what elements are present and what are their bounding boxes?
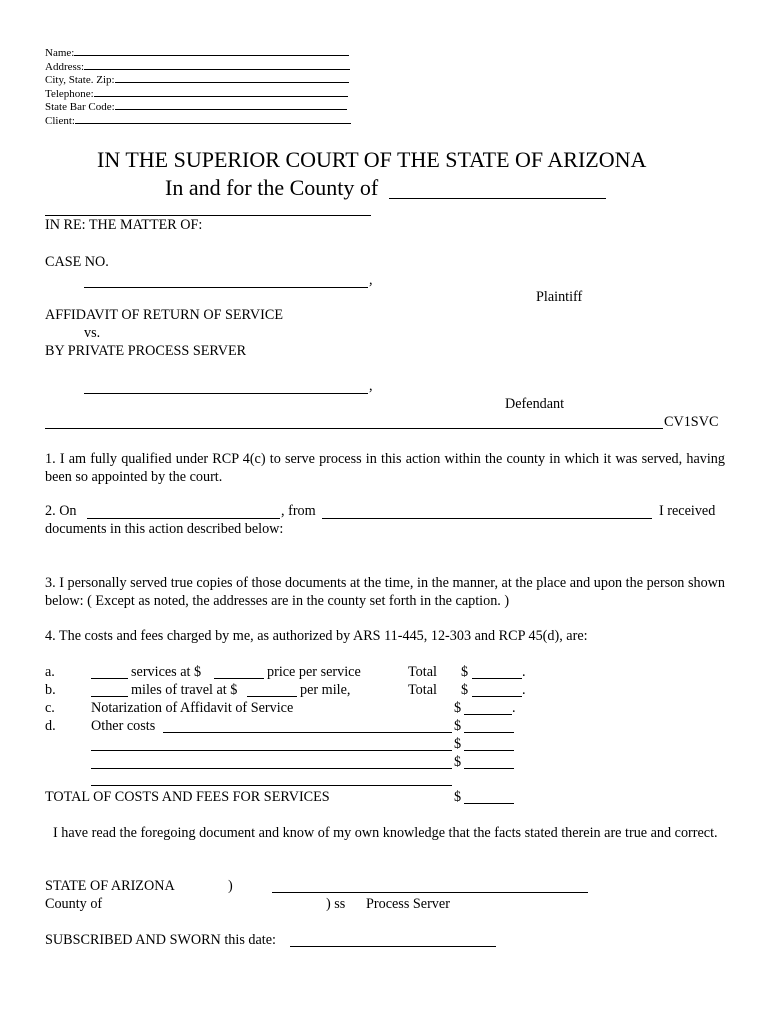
county-label: County of (45, 896, 103, 912)
telephone-label: Telephone: (45, 87, 94, 100)
row-a-dollar: $ (461, 664, 469, 680)
paragraph-3: 3. I personally served true copies of those documents at the time, in the manner, at the place and upon the person shown below: ( Except as noted, the addresses are in the county set forth in the caption. ) (45, 575, 725, 609)
date-received-line[interactable] (87, 518, 280, 519)
state-paren: ) (228, 878, 233, 894)
row-a-text-1: services at $ (131, 664, 202, 680)
vs-label: vs. (84, 325, 101, 341)
row-b-letter: b. (45, 682, 56, 698)
state-bar-code-label: State Bar Code: (45, 101, 115, 113)
paragraph-4: 4. The costs and fees charged by me, as authorized by ARS 11-445, 12-303 and RCP 45(d), are: (45, 628, 588, 644)
paragraph-2-on: 2. On (45, 503, 77, 519)
row-b-period: . (522, 682, 526, 698)
row-a-amount-line[interactable] (472, 678, 522, 679)
other-costs-dollar-2: $ (454, 736, 462, 752)
mile-rate-line[interactable] (247, 696, 297, 697)
state-bar-code-field[interactable] (45, 100, 347, 115)
address-label: Address: (45, 60, 85, 73)
total-costs-dollar: $ (454, 789, 462, 805)
row-b-dollar: $ (461, 682, 469, 698)
row-c-dollar: $ (454, 700, 462, 716)
document-title-line2: BY PRIVATE PROCESS SERVER (45, 343, 247, 359)
name-line[interactable] (74, 46, 349, 56)
row-a-period: . (522, 664, 526, 680)
row-c-letter: c. (45, 700, 55, 716)
service-price-line[interactable] (214, 678, 264, 679)
row-a-letter: a. (45, 664, 55, 680)
row-c-text: Notarization of Affidavit of Service (91, 700, 294, 716)
client-field[interactable] (45, 114, 351, 129)
services-count-line[interactable] (91, 678, 128, 679)
sworn-date-line[interactable] (290, 946, 496, 947)
in-re-label: IN RE: THE MATTER OF: (45, 217, 203, 233)
city-state-zip-label: City, State. Zip: (45, 74, 115, 86)
row-c-period: . (512, 700, 516, 716)
client-line[interactable] (75, 114, 351, 124)
other-costs-line-1[interactable] (163, 732, 452, 733)
address-field[interactable] (45, 60, 350, 75)
other-costs-line-4[interactable] (91, 785, 452, 786)
plaintiff-label: Plaintiff (536, 289, 583, 305)
ss-label: ) ss (326, 896, 346, 912)
defendant-label: Defendant (505, 396, 565, 412)
form-code: CV1SVC (664, 414, 719, 430)
miles-count-line[interactable] (91, 696, 128, 697)
state-label: STATE OF ARIZONA (45, 878, 175, 894)
caption-top-rule (45, 215, 371, 216)
telephone-line[interactable] (94, 87, 348, 97)
received-from-line[interactable] (322, 518, 652, 519)
court-title: IN THE SUPERIOR COURT OF THE STATE OF ARIZONA (97, 147, 647, 172)
name-label: Name: (45, 47, 75, 59)
city-state-zip-line[interactable] (115, 73, 349, 83)
address-line[interactable] (84, 60, 350, 70)
row-b-amount-line[interactable] (472, 696, 522, 697)
other-costs-dollar-3: $ (454, 754, 462, 770)
state-bar-code-line[interactable] (115, 100, 347, 110)
county-title (165, 175, 378, 201)
paragraph-2-from: , from (281, 503, 316, 519)
row-b-text-2: per mile, (300, 682, 351, 698)
paragraph-2-line2: documents in this action described below: (45, 521, 284, 537)
client-label: Client: (45, 114, 75, 127)
row-a-text-2: price per service (267, 664, 361, 680)
paragraph-2-received: I received (659, 503, 716, 519)
county-title-label: In and for the County of (165, 175, 379, 200)
sworn-label: SUBSCRIBED AND SWORN this date: (45, 932, 276, 948)
document-title-line1: AFFIDAVIT OF RETURN OF SERVICE (45, 307, 283, 323)
row-b-text-1: miles of travel at $ (131, 682, 238, 698)
caption-bottom-rule (45, 428, 663, 429)
case-no-label: CASE NO. (45, 254, 109, 270)
row-c-amount-line[interactable] (464, 714, 512, 715)
row-d-letter: d. (45, 718, 56, 734)
row-b-total-label: Total (408, 682, 437, 698)
process-server-signature-line[interactable] (272, 892, 588, 893)
defendant-comma: , (369, 378, 373, 394)
city-state-zip-field[interactable] (45, 73, 349, 88)
affirmation-paragraph: I have read the foregoing document and know of my own knowledge that the facts stated therein are true and correct. (53, 825, 718, 841)
defendant-name-line[interactable] (84, 393, 368, 394)
total-costs-label: TOTAL OF COSTS AND FEES FOR SERVICES (45, 789, 330, 805)
plaintiff-name-line[interactable] (84, 287, 368, 288)
other-costs-amount-3[interactable] (464, 768, 514, 769)
total-costs-amount-line[interactable] (464, 803, 514, 804)
other-costs-amount-2[interactable] (464, 750, 514, 751)
other-costs-line-3[interactable] (91, 768, 452, 769)
county-name-line[interactable] (389, 198, 606, 199)
name-field[interactable] (45, 46, 349, 61)
other-costs-amount-1[interactable] (464, 732, 514, 733)
row-a-total-label: Total (408, 664, 437, 680)
paragraph-1: 1. I am fully qualified under RCP 4(c) to serve process in this action within the county in which it was served, having been so appointed by the court. (45, 451, 725, 485)
row-d-text: Other costs (91, 718, 156, 734)
process-server-label: Process Server (366, 896, 450, 912)
plaintiff-comma: , (369, 272, 373, 288)
telephone-field[interactable] (45, 87, 348, 102)
other-costs-line-2[interactable] (91, 750, 452, 751)
row-d-dollar: $ (454, 718, 462, 734)
